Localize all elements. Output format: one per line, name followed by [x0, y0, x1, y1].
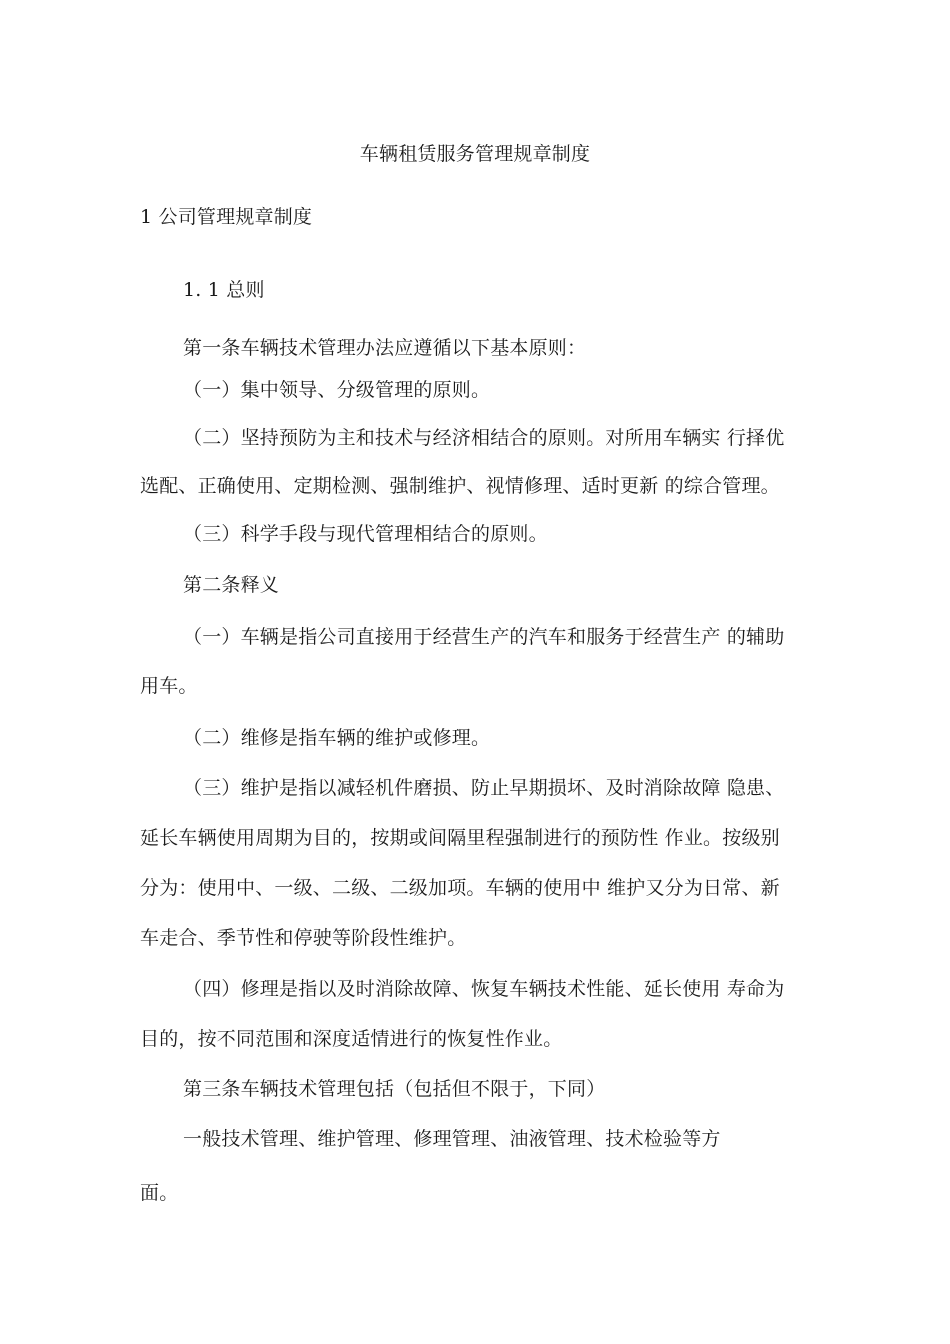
article-3-body-line-1: 一般技术管理、维护管理、修理管理、油液管理、技术检验等方	[183, 1128, 721, 1150]
article-2-def-3-line-1: （三）维护是指以减轻机件磨损、防止早期损坏、及时消除故障 隐患、	[183, 777, 785, 799]
article-1-item-2-line-1: （二）坚持预防为主和技术与经济相结合的原则。对所用车辆实 行择优	[183, 427, 785, 449]
article-2-heading: 第二条释义	[183, 574, 280, 596]
article-2-def-3-line-3: 分为：使用中、一级、二级、二级加项。车辆的使用中 维护又分为日常、新	[140, 877, 780, 899]
article-1-item-2-line-2: 选配、正确使用、定期检测、强制维护、视情修理、适时更新 的综合管理。	[140, 475, 780, 497]
document-title: 车辆租赁服务管理规章制度	[359, 143, 591, 165]
article-2-def-1-line-2: 用车。	[140, 675, 198, 697]
article-2-def-4-line-1: （四）修理是指以及时消除故障、恢复车辆技术性能、延长使用 寿命为	[183, 978, 785, 1000]
article-2-def-3-line-2: 延长车辆使用周期为目的，按期或间隔里程强制进行的预防性 作业。按级别	[140, 827, 780, 849]
article-3-heading: 第三条车辆技术管理包括（包括但不限于，下同）	[183, 1078, 606, 1100]
section-heading: 1 公司管理规章制度	[140, 206, 313, 228]
subsection-heading: 1. 1 总则	[183, 279, 265, 301]
article-2-def-2: （二）维修是指车辆的维护或修理。	[183, 727, 491, 749]
article-2-def-1-line-1: （一）车辆是指公司直接用于经营生产的汽车和服务于经营生产 的辅助	[183, 626, 785, 648]
article-1-heading: 第一条车辆技术管理办法应遵循以下基本原则：	[183, 337, 587, 359]
article-2-def-4-line-2: 目的，按不同范围和深度适情进行的恢复性作业。	[140, 1028, 563, 1050]
article-2-def-3-line-4: 车走合、季节性和停驶等阶段性维护。	[140, 927, 467, 949]
article-1-item-1: （一）集中领导、分级管理的原则。	[183, 379, 491, 401]
article-1-item-3: （三）科学手段与现代管理相结合的原则。	[183, 523, 548, 545]
article-3-body-line-2: 面。	[140, 1182, 179, 1204]
